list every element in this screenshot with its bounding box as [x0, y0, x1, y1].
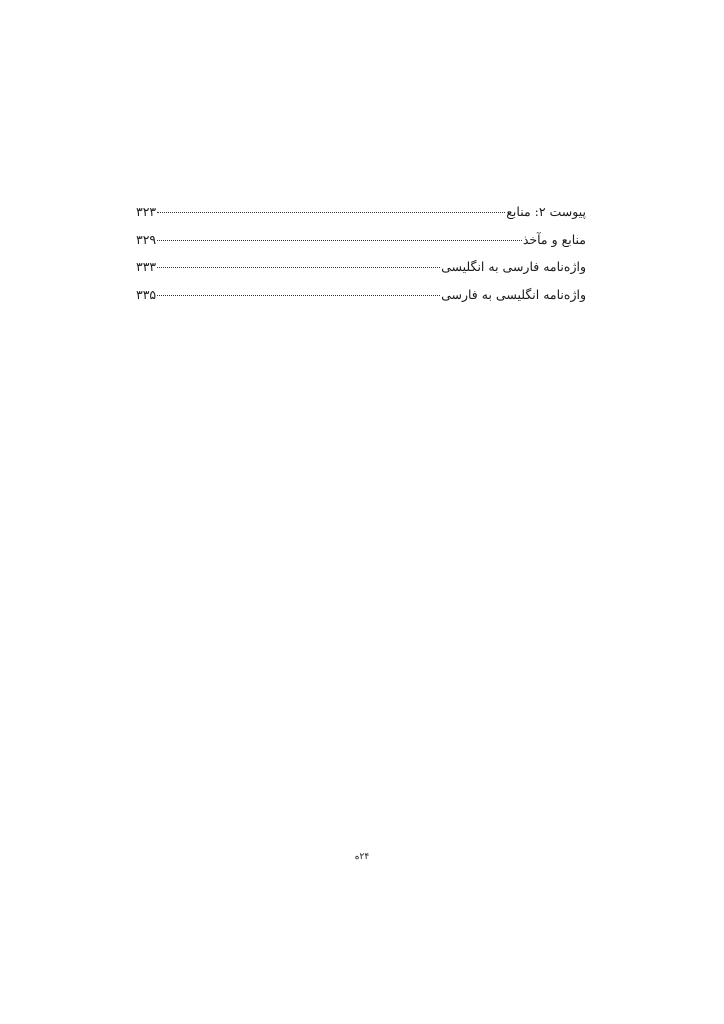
toc-entry[interactable] — [136, 229, 586, 257]
toc-entry-title: واژه‌نامه انگلیسی به فارسی — [441, 286, 586, 302]
page-number: ۲۴ه — [354, 852, 370, 862]
toc-entry[interactable] — [136, 256, 586, 284]
toc-entry-title: واژه‌نامه فارسی به انگلیسی — [441, 259, 586, 274]
toc-entry-title: منابع و مآخذ — [522, 231, 586, 247]
toc-entry-page: ۳۳۳ — [136, 259, 157, 274]
toc-entry-page: ۳۲۹ — [136, 231, 157, 247]
table-of-contents — [136, 201, 586, 311]
toc-entry-page: ۳۲۳ — [136, 204, 157, 219]
toc-entry[interactable] — [136, 201, 586, 229]
dot-leader — [157, 212, 505, 213]
toc-entry-title: پیوست ۲: منابع — [506, 204, 586, 219]
dot-leader — [157, 267, 440, 268]
toc-entry-page: ۳۳۵ — [136, 286, 157, 302]
toc-entry[interactable] — [136, 284, 586, 312]
dot-leader — [157, 240, 522, 241]
dot-leader — [157, 295, 440, 296]
